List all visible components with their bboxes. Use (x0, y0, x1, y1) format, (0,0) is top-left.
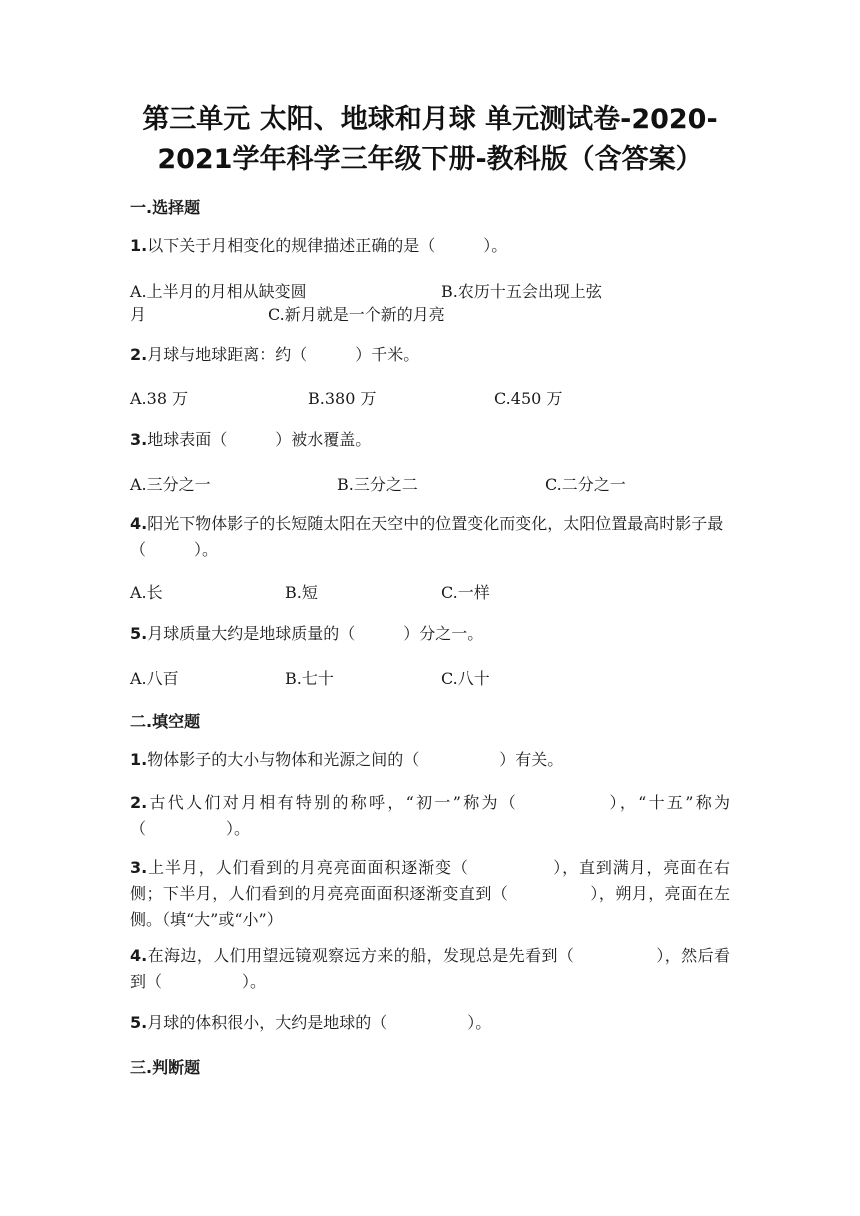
choice-1-option-a: A.上半月的月相从缺变圆 (130, 282, 307, 301)
choice-1-option-b: B.农历十五会出现上弦 (441, 282, 602, 301)
choice-1-option-c: C.新月就是一个新的月亮 (268, 305, 445, 324)
fill-question-3: 3.上半月，人们看到的月亮亮面面积逐渐变（ ），直到满月，亮面在右侧；下半月，人们看到的月亮亮面面积逐渐变直到（ ），朔月，亮面在左侧。（填“大”或“小”） (130, 858, 730, 929)
choice-1-option-b-wrap: 月 (130, 305, 147, 324)
choice-question-5: 5.月球质量大约是地球质量的（ ）分之一。 (130, 624, 484, 643)
choice-2-option-b: B.380 万 (308, 389, 377, 408)
choice-4-option-c: C.一样 (441, 583, 490, 602)
choice-question-1: 1.以下关于月相变化的规律描述正确的是（ ）。 (130, 236, 508, 255)
page-title (110, 100, 750, 180)
title-line-1: 第三单元 太阳、地球和月球 单元测试卷-2020- (142, 104, 718, 135)
fill-question-4: 4.在海边，人们用望远镜观察远方来的船，发现总是先看到（ ），然后看到（ ）。 (130, 946, 730, 991)
fill-question-5: 5.月球的体积很小，大约是地球的（ ）。 (130, 1013, 492, 1032)
choice-5-option-c: C.八十 (441, 669, 490, 688)
choice-3-option-c: C.二分之一 (545, 475, 626, 494)
choice-5-option-b: B.七十 (285, 669, 334, 688)
choice-question-3: 3.地球表面（ ）被水覆盖。 (130, 430, 372, 449)
fill-question-2: 2.古代人们对月相有特别的称呼，“初一”称为（ ），“十五”称为（ ）。 (130, 793, 730, 838)
choice-2-option-a: A.38 万 (130, 389, 189, 408)
choice-3-option-a: A.三分之一 (130, 475, 211, 494)
section-heading-fill: 二.填空题 (130, 712, 201, 731)
section-heading-judge: 三.判断题 (130, 1058, 201, 1077)
choice-5-option-a: A.八百 (130, 669, 179, 688)
choice-3-option-b: B.三分之二 (337, 475, 418, 494)
choice-4-option-a: A.长 (130, 583, 163, 602)
choice-question-4: 4.阳光下物体影子的长短随太阳在天空中的位置变化而变化，太阳位置最高时影子最（ ）。 (130, 514, 724, 559)
fill-question-1: 1.物体影子的大小与物体和光源之间的（ ）有关。 (130, 750, 564, 769)
choice-question-2: 2.月球与地球距离：约（ ）千米。 (130, 345, 420, 364)
section-heading-choice: 一.选择题 (130, 198, 201, 217)
title-line-2: 2021学年科学三年级下册-教科版（含答案） (157, 144, 703, 175)
choice-4-option-b: B.短 (285, 583, 318, 602)
choice-2-option-c: C.450 万 (494, 389, 563, 408)
